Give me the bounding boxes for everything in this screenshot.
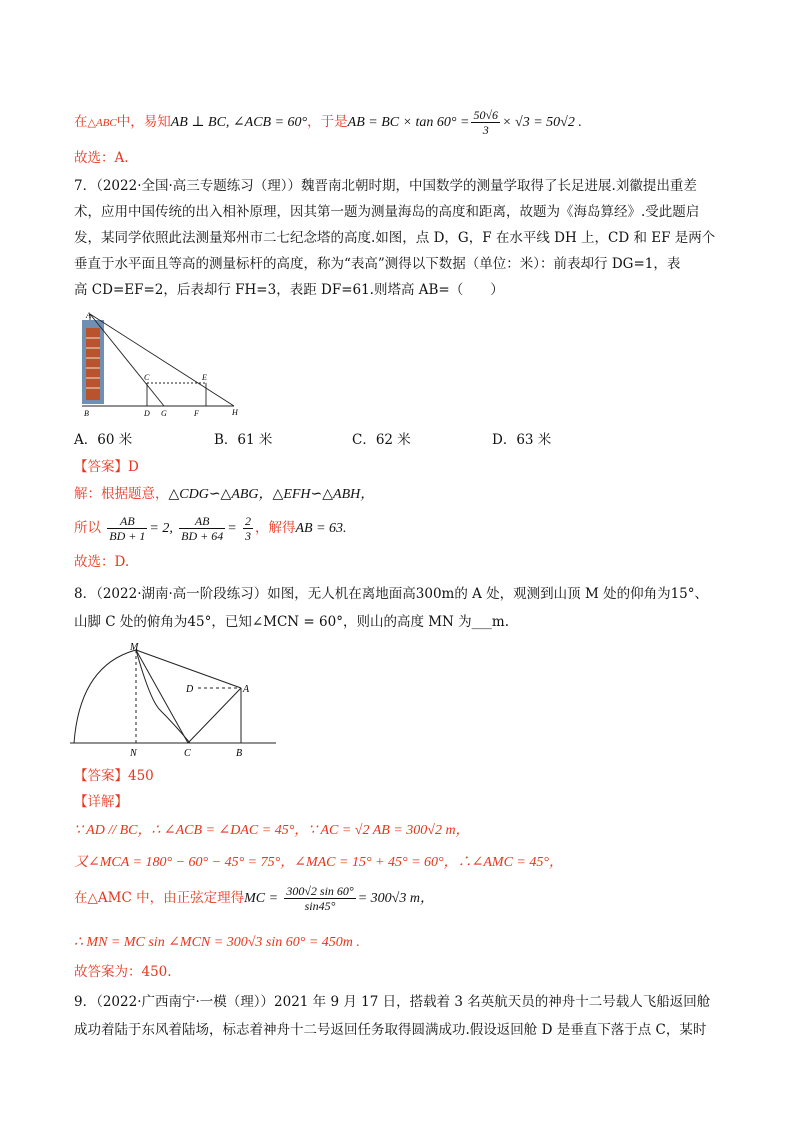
q7-final: 故选：D. [74, 554, 130, 570]
label-A: A [86, 311, 91, 320]
q8-detail-line: 在△AMC 中，由正弦定理得MC = $\frac{300√2 \sin 60^\circ}{\sin 45^\circ}$ = 300√3 m， [74, 884, 434, 913]
label-C: C [144, 373, 150, 382]
q8-detail-line: ∵ AD // BC，∴ ∠ACB = ∠DAC = 45°，∵ AC = √2 AB = 300√2 m， [74, 823, 470, 838]
q7-solution-line: 解：根据题意，△CDG∽△ABG，△EFH∽△ABH， [74, 486, 375, 502]
q8-final: 故答案为：450. [74, 964, 172, 980]
label-B: B [84, 409, 89, 418]
q9-text-line: 成功着陆于东风着陆场，标志着神舟十二号返回任务取得圆满成功.假设返回舱 D 是垂直下落于点 C，某时 [74, 1022, 707, 1038]
option-b: B．61 米 [214, 432, 273, 448]
q7-text-line: 高 CD=EF=2，后表却行 FH=3，表距 DF=61.则塔高 AB=（ ） [74, 282, 504, 298]
q7-tower-figure [74, 308, 254, 418]
option-d: D．63 米 [492, 432, 552, 448]
q8-mountain-figure [70, 640, 280, 760]
q9-text-line: 9．（2022·广西南宁·一模（理））2021 年 9 月 17 日，搭载着 3 名英航天员的神舟十二号载人飞船返回舱 [74, 994, 711, 1010]
q8-detail-line: ∴ MN = MC sin ∠MCN = 300√3 sin 60° = 450m . [74, 935, 360, 950]
q7-answer-label: 【答案】D [74, 459, 139, 475]
q7-text-line: 垂直于水平面且等高的测量标杆的高度，称为“表高”测得以下数据（单位：米）：前表却行 DG=1，表 [74, 256, 681, 272]
q7-text-line: 7．（2022·全国·高三专题练习（理））魏晋南北朝时期，中国数学的测量学取得了长足进展.刘徽提出重差 [74, 178, 697, 194]
label-G: G [161, 409, 167, 418]
label-B: B [236, 748, 243, 759]
q7-text-line: 术，应用中国传统的出入相补原理，因其第一题为测量海岛的高度和距离，故题为《海岛算经》.受此题启 [74, 204, 700, 220]
label-A: A [243, 684, 250, 695]
q8-detail-line: 又∠MCA = 180° − 60° − 45° = 75°，∠MAC = 15° + 45° = 60°，∴∠AMC = 45°， [74, 855, 563, 870]
label-E: E [202, 373, 207, 382]
option-c: C．62 米 [352, 432, 411, 448]
label-D: D [186, 684, 194, 695]
label-F: F [194, 409, 199, 418]
q8-text-line: 8．（2022·湖南·高一阶段练习）如图，无人机在离地面高300m的 A 处，观测到山顶 M 处的仰角为15°、 [74, 586, 709, 602]
q7-solution-eq: 所以 $\frac{AB}{BD + 1}$ = 2, $\frac{AB}{BD + 64}$ = $\frac{2}{3}$ ，解得AB = 63. [74, 514, 347, 543]
option-a: A．60 米 [74, 432, 133, 448]
q8-detail-label: 【详解】 [74, 794, 128, 810]
q8-answer-label: 【答案】450 [74, 768, 154, 784]
label-N: N [130, 748, 137, 759]
label-H: H [232, 408, 238, 417]
label-M: M [130, 642, 139, 653]
q7-text-line: 发，某同学依照此法测量郑州市二七纪念塔的高度.如图，点 D，G，F 在水平线 DH 上，CD 和 EF 是两个 [74, 230, 716, 246]
q6-answer: 故选：A. [74, 150, 129, 166]
q6-solution-line: 在△ABC中，易知AB ⊥ BC, ∠ACB = 60°，于是AB = BC × tan 60° = $\frac{50√6}{3}$ × √3 = 50√2 . [74, 108, 582, 137]
q8-text-line: 山脚 C 处的俯角为45°，已知∠MCN = 60°，则山的高度 MN 为___m. [74, 614, 509, 630]
label-D: D [144, 409, 150, 418]
label-C: C [184, 748, 191, 759]
